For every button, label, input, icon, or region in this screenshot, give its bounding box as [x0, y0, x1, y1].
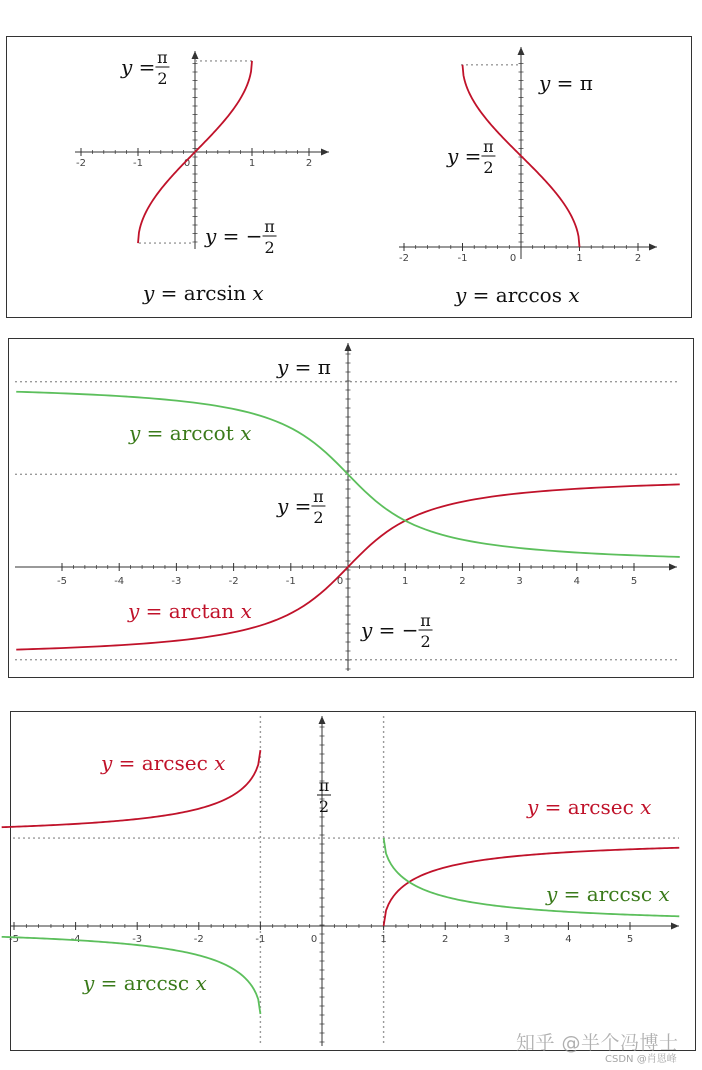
y-axis-arrow — [319, 716, 326, 724]
x-tick-label: 2 — [634, 253, 642, 264]
arccos-top-label-text: y = π — [539, 71, 593, 95]
x-tick-label: -2 — [193, 934, 204, 945]
arccos-mid-label-text: y = — [447, 144, 482, 168]
half-pi-label — [276, 487, 325, 527]
x-tick-label: 0 — [336, 576, 344, 587]
x-tick-label: -5 — [57, 576, 67, 587]
pi-label-text: y = π — [277, 355, 331, 379]
x-tick-label: 0 — [509, 253, 517, 264]
x-tick-label: -2 — [228, 576, 239, 587]
x-tick-label: -1 — [255, 934, 266, 945]
arccos-mid-label-denominator: 2 — [483, 158, 494, 177]
x-tick-label: -1 — [133, 158, 143, 169]
x-axis-arrow — [671, 923, 679, 930]
neg-half-pi-label-text: y = − — [361, 618, 419, 642]
arccos-caption: y = arccos x — [455, 283, 580, 307]
arcsin-bottom-label-text: y = − — [205, 224, 263, 248]
arcsin-bottom-label-numerator: π — [264, 217, 275, 236]
x-tick-label: -3 — [132, 934, 143, 945]
x-axis-arrow — [669, 564, 677, 571]
arcsin-caption: y = arcsin x — [143, 281, 264, 305]
x-tick-label: -2 — [399, 253, 409, 264]
y-axis-arrow — [345, 343, 352, 351]
arccsc-right-label: y = arccsc x — [546, 882, 670, 906]
x-tick-label: -3 — [171, 576, 182, 587]
arcsec-arccsc-panel — [10, 711, 696, 1051]
x-tick-label: 2 — [305, 158, 313, 169]
arcsin-top-label-denominator: 2 — [157, 69, 168, 88]
arctan-label: y = arctan x — [128, 599, 252, 623]
x-tick-label: 3 — [516, 576, 523, 587]
x-tick-label: 5 — [626, 934, 634, 945]
neg-half-pi-label-denominator: 2 — [420, 632, 431, 651]
x-tick-label: 4 — [573, 576, 580, 587]
pi-label — [276, 355, 331, 379]
x-tick-label: 5 — [630, 576, 638, 587]
half-pi-label-denominator: 2 — [313, 508, 324, 527]
arctan-arccot-chart — [9, 339, 693, 677]
x-tick-label: 1 — [576, 253, 583, 264]
arccos-mid-label-numerator: π — [483, 137, 494, 156]
arccos-y-axis-arrow — [518, 47, 525, 55]
arcsin-top-label-numerator: π — [157, 48, 168, 67]
watermark-main: 知乎 @半个冯博士 — [516, 1032, 679, 1054]
x-tick-label: 0 — [310, 934, 318, 945]
x-tick-label: -4 — [114, 576, 125, 587]
arcsin-x-axis-arrow — [321, 149, 329, 156]
arcsin-bottom-label-denominator: 2 — [264, 238, 275, 257]
half-pi-label-numerator: π — [318, 776, 330, 795]
x-tick-label: -1 — [457, 253, 468, 264]
arccot-label: y = arccot x — [129, 421, 252, 445]
x-tick-label: -4 — [70, 934, 81, 945]
x-tick-label: 3 — [503, 934, 510, 945]
x-tick-label: 1 — [248, 158, 256, 169]
half-pi-label-denominator: 2 — [318, 797, 330, 816]
arcsin-arccos-panel — [6, 36, 692, 318]
arctan-arccot-panel — [8, 338, 694, 678]
arccos-mid-label — [446, 137, 495, 177]
x-tick-label: -1 — [285, 576, 296, 587]
x-tick-label: 2 — [442, 934, 449, 945]
arccos-top-label — [538, 71, 593, 95]
arccos-x-axis-arrow — [649, 244, 657, 251]
half-pi-label-text: y = — [277, 494, 312, 518]
neg-half-pi-label-numerator: π — [420, 611, 431, 630]
arcsec-left-label: y = arcsec x — [101, 751, 226, 775]
half-pi-label-numerator: π — [313, 487, 324, 506]
arcsin-arccos-chart — [7, 37, 691, 317]
arcsin-y-axis-arrow — [192, 51, 199, 59]
arcsin-top-label — [120, 48, 169, 88]
arcsec-arccsc-chart — [11, 712, 695, 1050]
arccsc-left-label: y = arccsc x — [83, 971, 207, 995]
x-tick-label: 1 — [402, 576, 409, 587]
x-tick-label: 4 — [565, 934, 572, 945]
x-tick-label: 0 — [183, 158, 191, 169]
x-tick-label: -2 — [76, 158, 86, 169]
neg-half-pi-label — [360, 611, 433, 651]
x-tick-label: 2 — [459, 576, 466, 587]
arcsin-top-label-text: y = — [121, 55, 156, 79]
arcsec-right-label: y = arcsec x — [527, 795, 652, 819]
watermark-sub: CSDN @肖恩峰 — [605, 1054, 677, 1065]
x-tick-label: -5 — [9, 934, 19, 945]
arcsin-bottom-label — [204, 217, 277, 257]
x-tick-label: 1 — [380, 934, 387, 945]
